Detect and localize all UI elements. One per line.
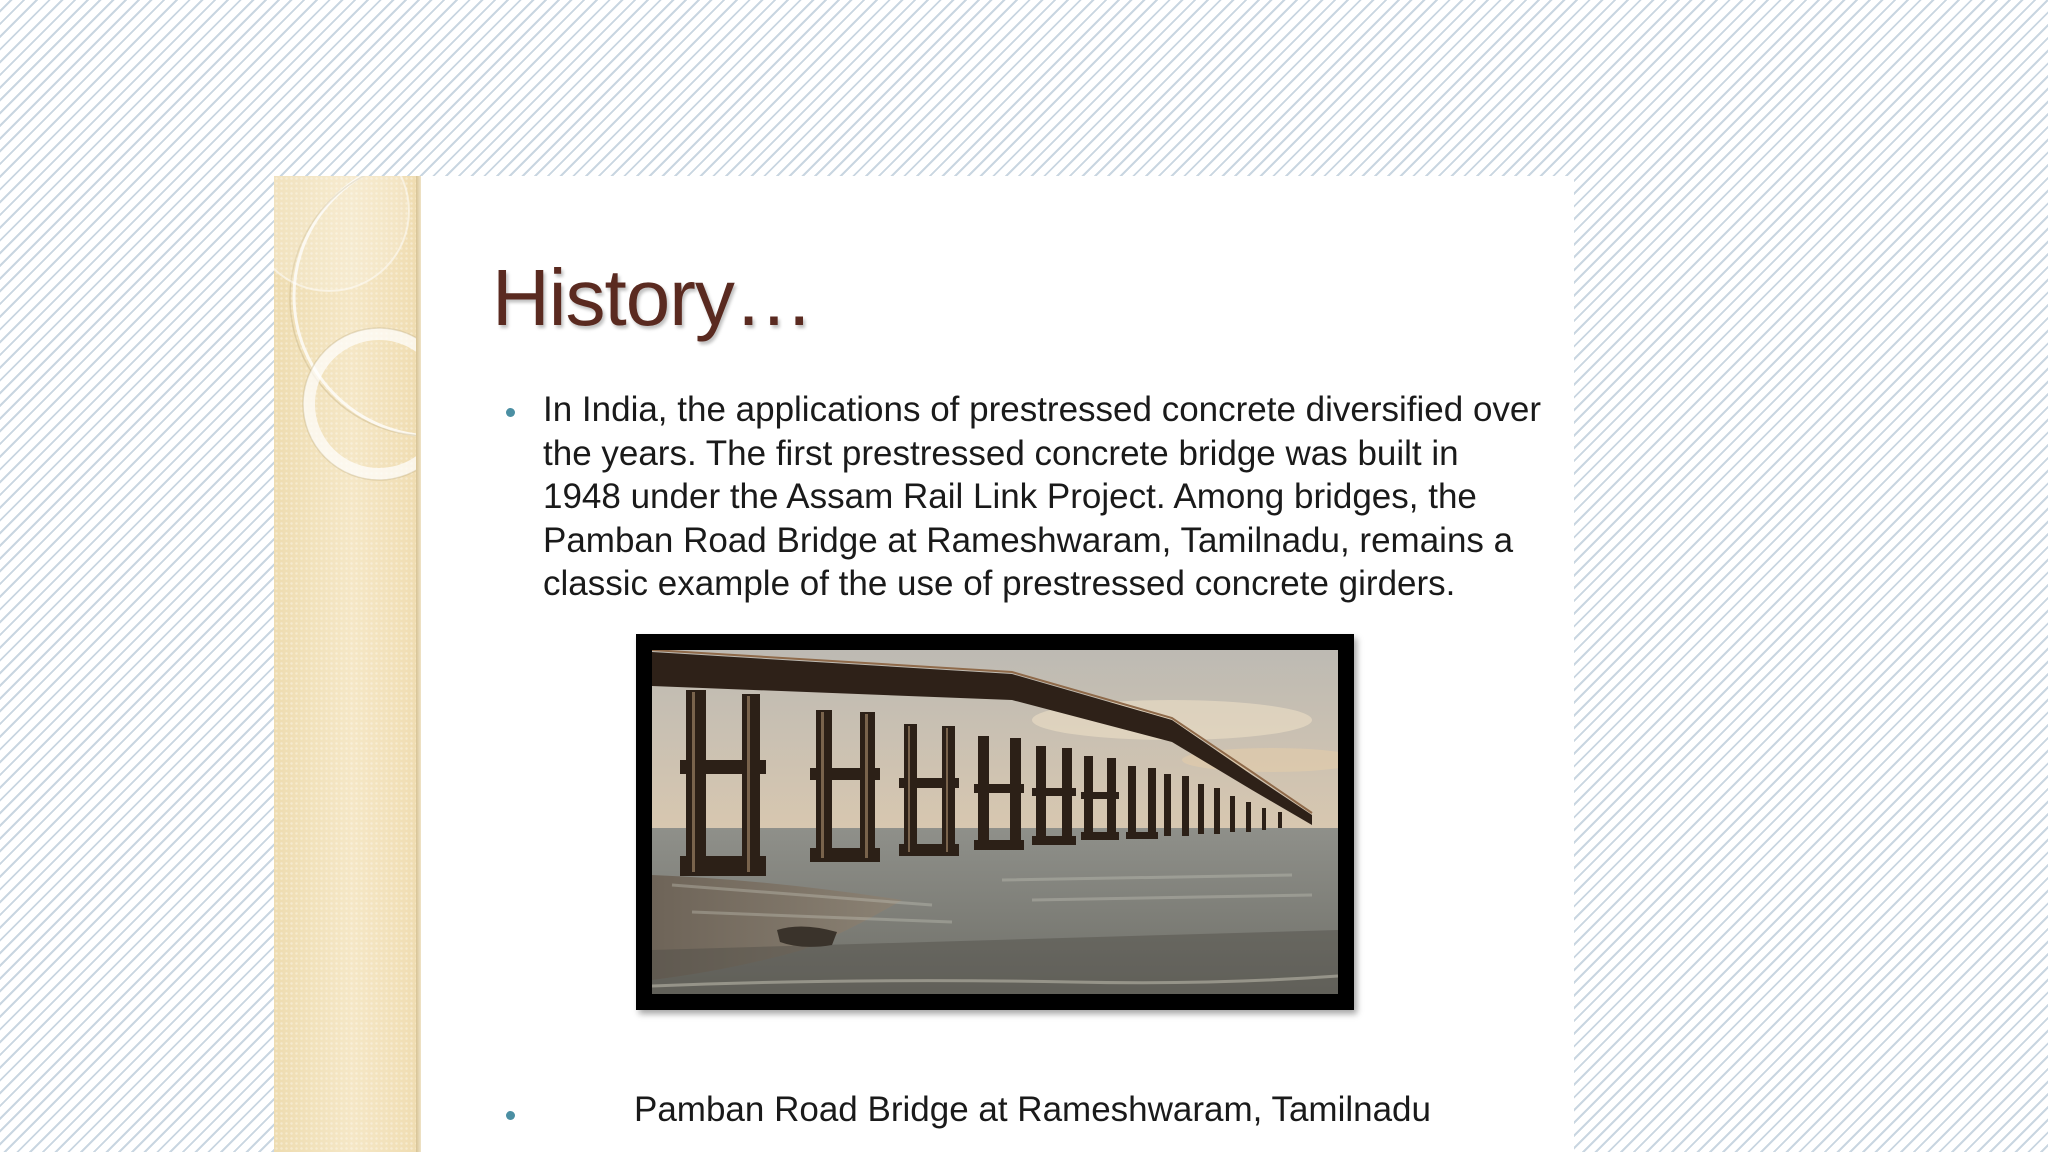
photo-caption: Pamban Road Bridge at Rameshwaram, Tamilnadu: [634, 1090, 1431, 1129]
photo-frame: [636, 634, 1354, 1010]
decorative-rings-icon: [274, 176, 416, 496]
side-panel-edge: [416, 176, 421, 1152]
bridge-photo: [652, 650, 1338, 994]
bullet-marker: [506, 408, 515, 417]
decorative-side-panel: [274, 176, 416, 1152]
slide: [274, 176, 1574, 1152]
bullet-text: In India, the applications of prestressed concrete diversified over the years. The first prestressed concrete bridge was built in 1948 under the Assam Rail Link Project. Among bridges, the Pamban Road Bridge at Rameshwaram, Tamilnadu, remains a classic example of the use of prestressed concrete girders.: [543, 390, 1542, 603]
bullet-marker: [506, 1111, 515, 1120]
slide-title: History…: [492, 253, 813, 342]
